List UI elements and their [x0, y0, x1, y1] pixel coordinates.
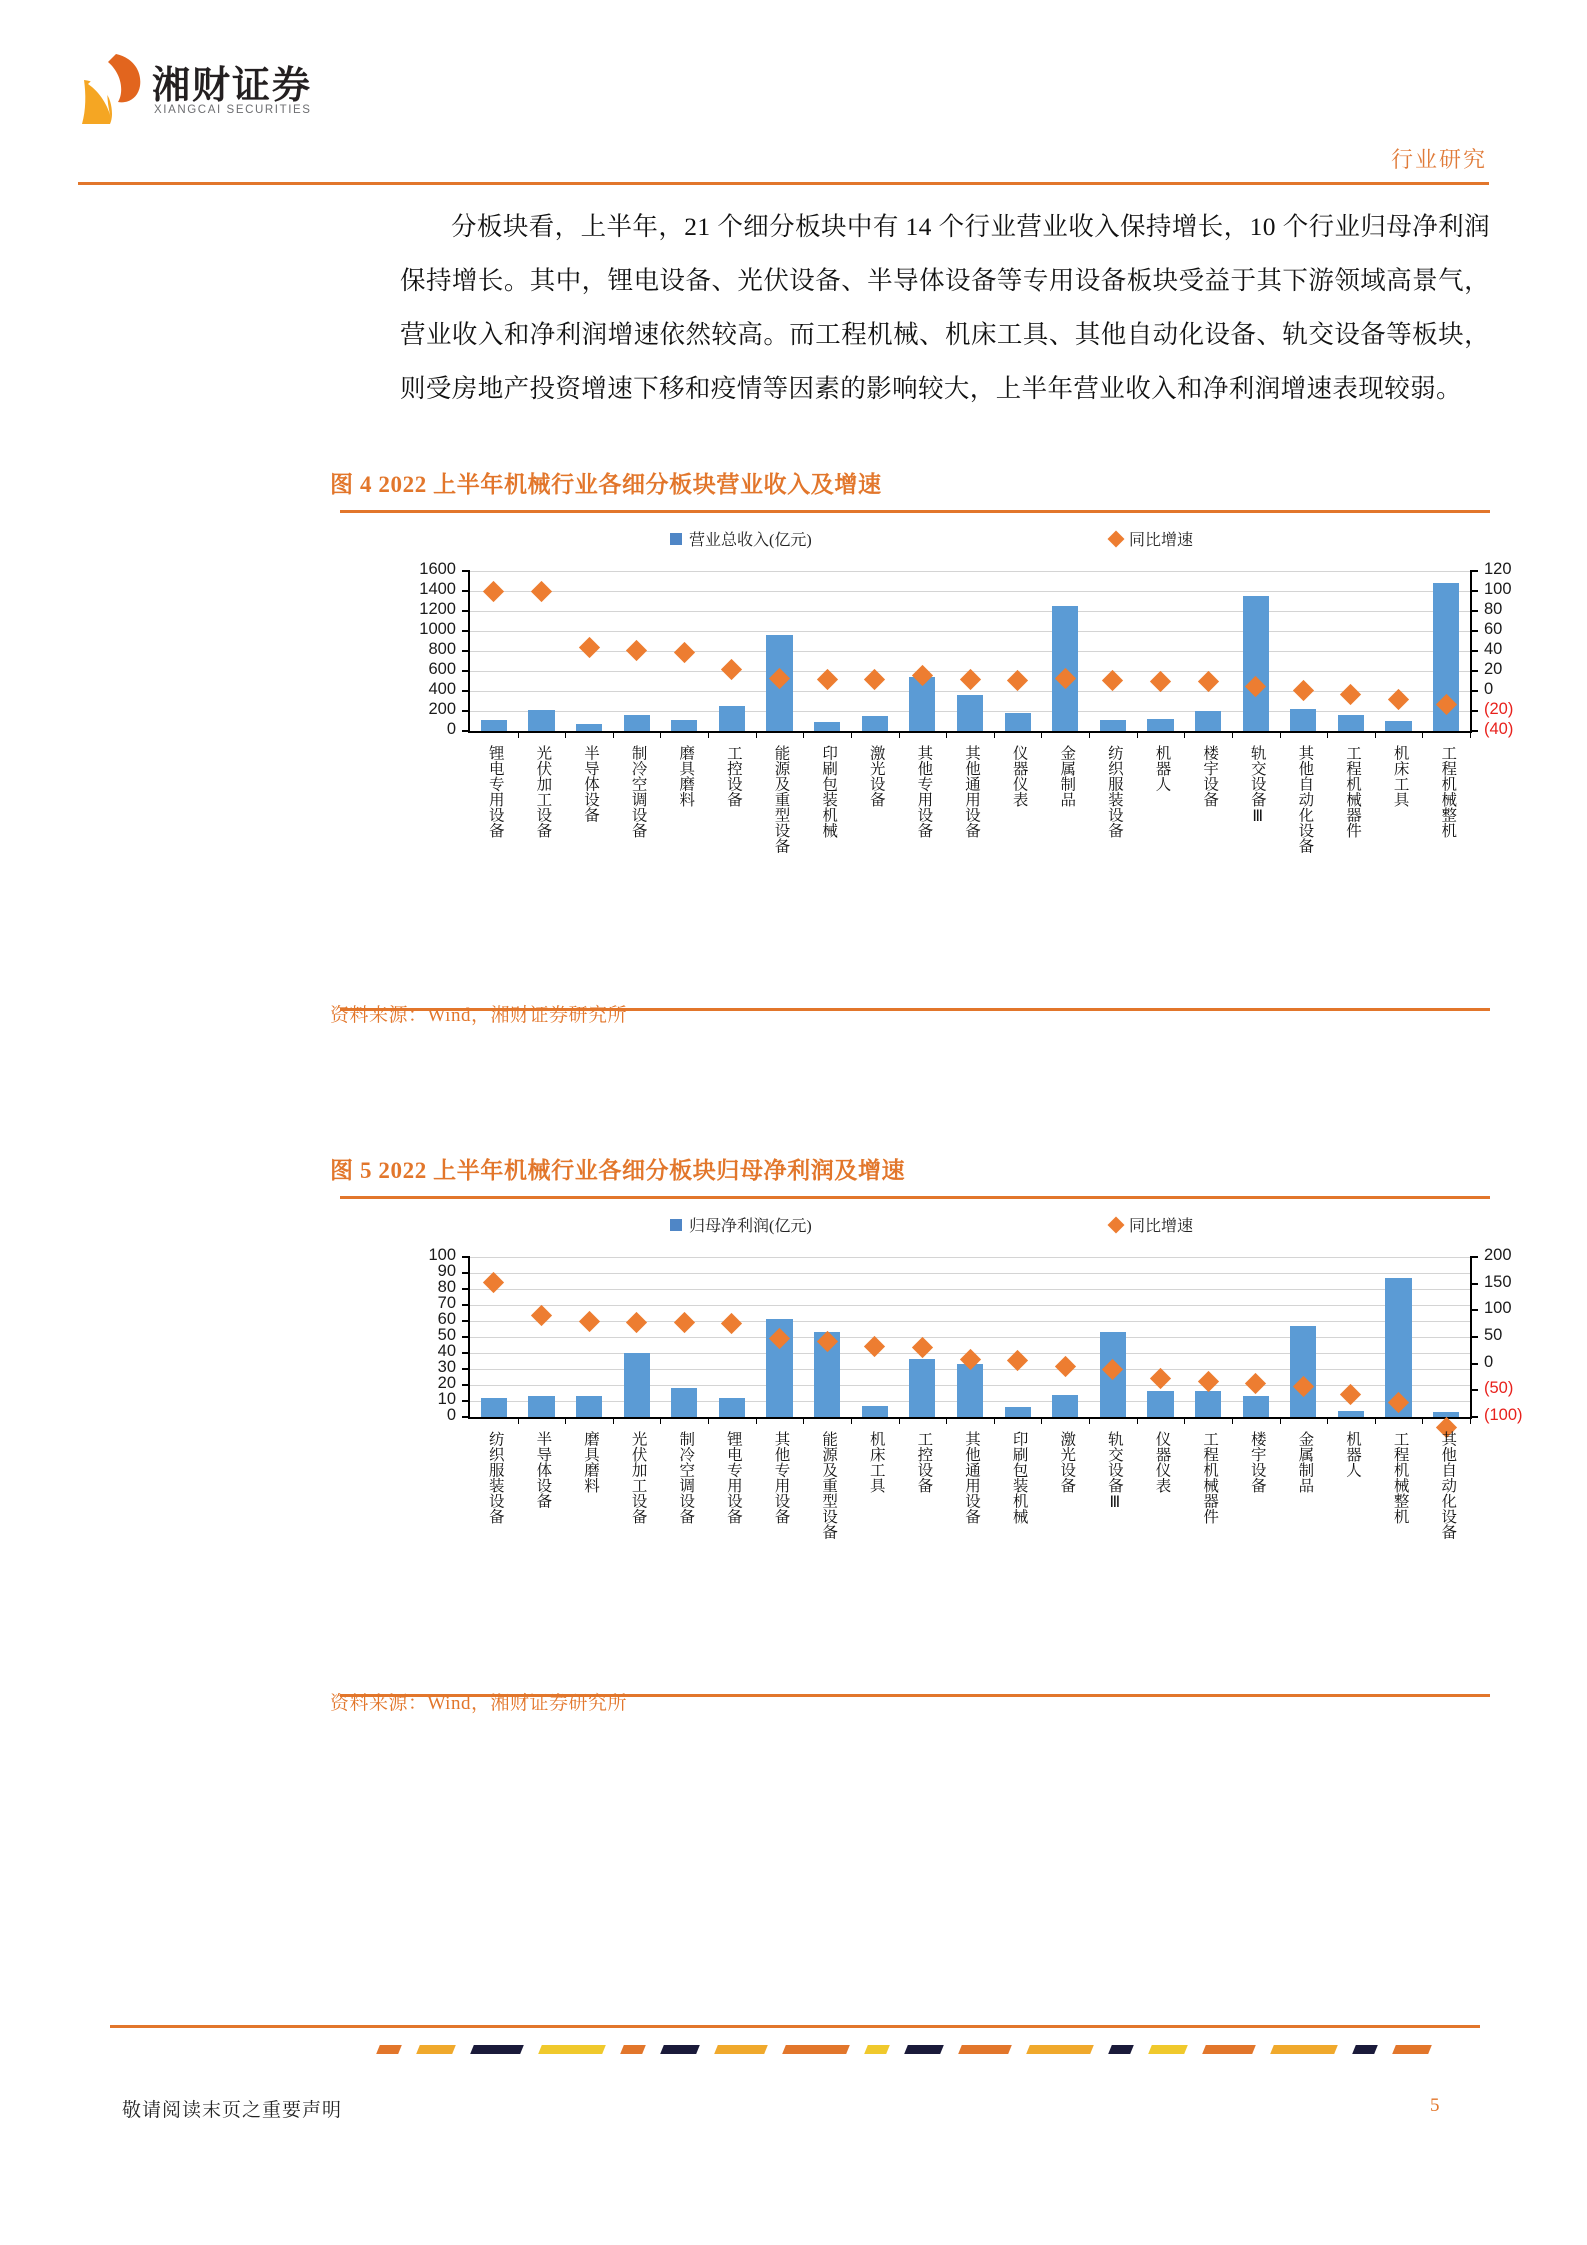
legend-item-bars [670, 1213, 812, 1236]
footer-page-number: 5 [1430, 2095, 1440, 2116]
bar [528, 710, 554, 732]
y-axis-label-left: 600 [428, 660, 456, 678]
y-axis-label-right: 100 [1484, 580, 1512, 598]
legend-diamond-icon [1108, 530, 1125, 547]
gridline [470, 1257, 1470, 1258]
x-axis-tick [803, 1417, 804, 1424]
chart-legend [340, 1213, 1490, 1241]
x-axis-tick [899, 1417, 900, 1424]
x-axis-tick [803, 731, 804, 738]
footer-deco-dash [782, 2045, 850, 2054]
gridline [470, 1305, 1470, 1306]
footer-divider [110, 2025, 1480, 2028]
figure5-chart-area [340, 1196, 1523, 1697]
legend-square-icon [670, 1219, 682, 1231]
bar [1100, 720, 1126, 732]
x-axis-category-label: 锂电专用设备 [724, 1431, 742, 1524]
y-axis-label-left: 0 [446, 720, 456, 738]
x-axis-tick [1280, 1417, 1281, 1424]
x-axis-tick [1375, 731, 1376, 738]
footer-deco-dash [376, 2045, 402, 2054]
y-axis-label-left: 60 [437, 1310, 456, 1328]
y-axis-label-left: 20 [437, 1374, 456, 1392]
gridline [470, 1273, 1470, 1274]
x-axis-category-label: 激光设备 [1058, 1431, 1076, 1493]
x-axis-category-label: 工程机械整机 [1391, 1431, 1409, 1524]
y-axis-label-left: 100 [428, 1246, 456, 1264]
gridline [470, 611, 1470, 612]
gridline [470, 651, 1470, 652]
x-axis-category-label: 楼宇设备 [1201, 745, 1219, 807]
legend-item-bars [670, 527, 812, 550]
bar [1338, 1411, 1364, 1417]
bar [1147, 1391, 1173, 1417]
bar [862, 1406, 888, 1417]
x-axis-category-label: 纺织服装设备 [486, 1431, 504, 1524]
y-axis-label-left: 80 [437, 1278, 456, 1296]
footer-deco-dash [1202, 2045, 1256, 2054]
x-axis-tick [613, 1417, 614, 1424]
x-axis-category-label: 纺织服装设备 [1105, 745, 1123, 838]
x-axis-category-label: 印刷包装机械 [1010, 1431, 1028, 1524]
x-axis-category-label: 光伏加工设备 [629, 1431, 647, 1524]
footer-deco-dash [470, 2045, 524, 2054]
x-axis-tick [1470, 731, 1471, 738]
bar [957, 1364, 983, 1417]
footer-deco-dash [864, 2045, 890, 2054]
x-axis-category-label: 其他自动化设备 [1296, 745, 1314, 854]
x-axis-tick [1280, 731, 1281, 738]
bar [576, 1396, 602, 1417]
y-axis-label-left: 10 [437, 1390, 456, 1408]
x-axis-category-label: 工控设备 [915, 1431, 933, 1493]
x-axis-tick [1232, 731, 1233, 738]
footer-deco-dash [1026, 2045, 1094, 2054]
x-axis-category-label: 其他通用设备 [963, 745, 980, 838]
bar [719, 1398, 745, 1417]
x-axis-tick [946, 1417, 947, 1424]
x-axis-category-label: 磨具磨料 [582, 1431, 600, 1493]
y-axis-left-spine [468, 571, 470, 731]
x-axis-category-label: 半导体设备 [582, 745, 600, 823]
y-axis-label-right: (100) [1484, 1406, 1523, 1424]
y-axis-label-left: 1000 [419, 620, 456, 638]
y-axis-label-right: 20 [1484, 660, 1503, 678]
x-axis-category-label: 能源及重型设备 [820, 1431, 838, 1540]
y-axis-label-left: 90 [437, 1262, 456, 1280]
x-axis-tick [1422, 1417, 1423, 1424]
bar [1385, 721, 1411, 732]
x-axis-tick [1232, 1417, 1233, 1424]
logo-mark-icon [78, 52, 146, 124]
bar [719, 706, 745, 731]
bar [1290, 709, 1316, 731]
footer-deco-dash [1148, 2045, 1188, 2054]
legend-label: 同比增速 [1129, 532, 1194, 549]
bar [1338, 715, 1364, 731]
y-axis-label-right: 60 [1484, 620, 1503, 638]
x-axis-tick [518, 1417, 519, 1424]
x-axis-tick [565, 1417, 566, 1424]
bar [1243, 596, 1269, 732]
y-axis-label-left: 400 [428, 680, 456, 698]
page-header [0, 0, 1587, 190]
bar [862, 716, 888, 732]
x-axis-tick [1041, 1417, 1042, 1424]
x-axis-tick [1089, 1417, 1090, 1424]
footer-deco-dash [958, 2045, 1012, 2054]
x-axis-category-label: 仪器仪表 [1010, 745, 1028, 807]
gridline [470, 571, 1470, 572]
x-axis-category-label: 机器人 [1343, 1431, 1361, 1478]
x-axis-category-label: 机器人 [1153, 745, 1171, 792]
y-axis-left-spine [468, 1257, 470, 1417]
y-axis-label-right: 80 [1484, 600, 1503, 618]
x-axis-tick [851, 731, 852, 738]
x-axis-category-label: 金属制品 [1058, 745, 1076, 807]
y-axis-right-spine [1470, 1257, 1472, 1417]
x-axis-category-label: 半导体设备 [534, 1431, 552, 1509]
y-axis-label-right: 0 [1484, 680, 1494, 698]
x-axis-category-label: 制冷空调设备 [677, 1431, 695, 1524]
x-axis-category-label: 制冷空调设备 [629, 745, 647, 838]
y-axis-label-right: 100 [1484, 1299, 1512, 1318]
x-axis-tick [1089, 731, 1090, 738]
legend-square-icon [670, 533, 682, 545]
bar [1052, 1395, 1078, 1417]
bar [1005, 713, 1031, 731]
x-axis-tick [946, 731, 947, 738]
bar [481, 1398, 507, 1417]
x-axis-tick [1470, 1417, 1471, 1424]
y-axis-label-left: 1200 [419, 600, 456, 618]
x-axis-tick [708, 731, 709, 738]
figure4-source: 资料来源：Wind，湘财证券研究所 [330, 1005, 627, 1026]
gridline [470, 591, 1470, 592]
footer-deco-dash [1392, 2045, 1432, 2054]
x-axis-tick [1375, 1417, 1376, 1424]
bar [481, 720, 507, 731]
figure5-source: 资料来源：Wind，湘财证券研究所 [330, 1693, 627, 1714]
legend-label: 同比增速 [1129, 1218, 1194, 1235]
x-axis-tick [1184, 1417, 1185, 1424]
x-axis-category-label: 工程机械器件 [1201, 1431, 1219, 1524]
company-logo [78, 48, 338, 128]
x-axis-category-label: 其他专用设备 [772, 1431, 790, 1524]
legend-diamond-icon [1108, 1216, 1125, 1233]
x-axis-category-label: 轨交设备Ⅲ [1248, 745, 1266, 825]
x-axis-category-label: 仪器仪表 [1153, 1431, 1171, 1493]
x-axis-tick [899, 731, 900, 738]
y-axis-label-left: 1400 [419, 580, 456, 598]
bar [957, 695, 983, 731]
footer-deco-dash [620, 2045, 646, 2054]
bar [624, 715, 650, 732]
y-axis-label-left: 200 [428, 700, 456, 718]
x-axis-tick [565, 731, 566, 738]
x-axis-baseline [468, 1417, 1472, 1419]
chart-legend [340, 527, 1490, 555]
gridline [470, 631, 1470, 632]
x-axis-tick [1041, 731, 1042, 738]
y-axis-label-right: 120 [1484, 560, 1512, 578]
bar [1005, 1407, 1031, 1417]
bar [1147, 719, 1173, 731]
x-axis-tick [613, 731, 614, 738]
x-axis-category-label: 光伏加工设备 [534, 745, 552, 838]
bar [1243, 1396, 1269, 1417]
bar [1195, 711, 1221, 732]
footer-deco-dash [1108, 2045, 1134, 2054]
bar [671, 720, 697, 731]
y-axis-label-right: 50 [1484, 1326, 1503, 1344]
x-axis-tick [660, 1417, 661, 1424]
x-axis-tick [1327, 731, 1328, 738]
x-axis-tick [1327, 1417, 1328, 1424]
x-axis-tick [756, 1417, 757, 1424]
x-axis-category-label: 楼宇设备 [1248, 1431, 1266, 1493]
body-paragraph: 分板块看，上半年，21 个细分板块中有 14 个行业营业收入保持增长，10 个行业归母净利润保持增长。其中，锂电设备、光伏设备、半导体设备等专用设备板块受益于其下游领域高景气，营业收入和净利润增速依然较高。而工程机械、机床工具、其他自动化设备、轨交设备等板块，则受房地产投资增速下移和疫情等因素的影响较大，上半年营业收入和净利润增速表现较弱。 [400, 212, 1490, 403]
x-axis-category-label: 能源及重型设备 [772, 745, 790, 854]
x-axis-category-label: 其他专用设备 [915, 745, 933, 838]
x-axis-category-label: 其他自动化设备 [1439, 1431, 1457, 1540]
x-axis-category-label: 机床工具 [867, 1431, 885, 1493]
y-axis-label-left: 70 [437, 1294, 456, 1312]
y-axis-label-left: 1600 [419, 560, 456, 578]
gridline [470, 1289, 1470, 1290]
y-axis-label-right: 0 [1484, 1352, 1494, 1371]
figure4-title: 图 4 2022 上半年机械行业各细分板块营业收入及增速 [330, 472, 882, 497]
bar [1290, 1326, 1316, 1417]
y-axis-label-left: 0 [446, 1406, 456, 1424]
x-axis-tick [518, 731, 519, 738]
y-axis-label-left: 800 [428, 640, 456, 658]
y-axis-right-spine [1470, 571, 1472, 731]
figure5-title: 图 5 2022 上半年机械行业各细分板块归母净利润及增速 [330, 1158, 906, 1183]
x-axis-tick [1422, 731, 1423, 738]
x-axis-category-label: 工程机械整机 [1439, 745, 1457, 838]
x-axis-category-label: 其他通用设备 [963, 1431, 980, 1524]
y-axis-label-left: 50 [437, 1326, 456, 1344]
figure4-chart-area [340, 510, 1514, 1011]
y-axis-label-left: 30 [437, 1358, 456, 1376]
x-axis-tick [994, 1417, 995, 1424]
x-axis-tick [660, 731, 661, 738]
x-axis-category-label: 机床工具 [1391, 745, 1409, 807]
x-axis-category-label: 磨具磨料 [677, 745, 695, 807]
y-axis-label-right: (20) [1484, 700, 1514, 718]
gridline [470, 1321, 1470, 1322]
footer-disclaimer: 敬请阅读末页之重要声明 [122, 2100, 343, 2121]
y-axis-label-left: 40 [437, 1342, 456, 1360]
y-axis-label-right: 150 [1484, 1272, 1512, 1291]
header-divider [78, 182, 1489, 185]
x-axis-category-label: 轨交设备Ⅲ [1105, 1431, 1123, 1511]
logo-text-en: XIANGCAI SECURITIES [154, 104, 312, 116]
footer-deco-dash [660, 2045, 700, 2054]
bar [1195, 1391, 1221, 1417]
legend-label: 营业总收入(亿元) [689, 532, 812, 549]
bar [814, 722, 840, 731]
x-axis-tick [1184, 731, 1185, 738]
bar [528, 1396, 554, 1417]
gridline [470, 691, 1470, 692]
footer-deco-dash [538, 2045, 606, 2054]
x-axis-tick [708, 1417, 709, 1424]
x-axis-category-label: 激光设备 [867, 745, 885, 807]
y-axis-label-right: (40) [1484, 720, 1514, 738]
y-axis-label-right: 200 [1484, 1246, 1512, 1264]
x-axis-tick [851, 1417, 852, 1424]
footer-deco-dash [1270, 2045, 1338, 2054]
x-axis-category-label: 金属制品 [1296, 1431, 1314, 1493]
legend-item-markers [1110, 527, 1193, 550]
bar [576, 724, 602, 732]
x-axis-tick [994, 731, 995, 738]
y-axis-label-right: 40 [1484, 640, 1503, 658]
footer-deco-dash [1352, 2045, 1378, 2054]
legend-item-markers [1110, 1213, 1193, 1236]
x-axis-category-label: 锂电专用设备 [486, 745, 504, 838]
footer-deco-dash [714, 2045, 768, 2054]
x-axis-tick [756, 731, 757, 738]
logo-text-cn: 湘财证券 [152, 63, 313, 107]
x-axis-baseline [468, 731, 1472, 733]
x-axis-category-label: 工程机械器件 [1343, 745, 1361, 838]
footer-deco-dash [904, 2045, 944, 2054]
footer-deco-dash [416, 2045, 456, 2054]
x-axis-category-label: 工控设备 [724, 745, 742, 807]
gridline [470, 1337, 1470, 1338]
header-section-label: 行业研究 [1390, 147, 1487, 172]
bar [624, 1353, 650, 1417]
x-axis-tick [1137, 731, 1138, 738]
bar [671, 1388, 697, 1417]
legend-label: 归母净利润(亿元) [689, 1218, 812, 1235]
x-axis-category-label: 印刷包装机械 [820, 745, 838, 838]
bar [909, 1359, 935, 1417]
y-axis-label-right: (50) [1484, 1379, 1514, 1398]
x-axis-tick [1137, 1417, 1138, 1424]
